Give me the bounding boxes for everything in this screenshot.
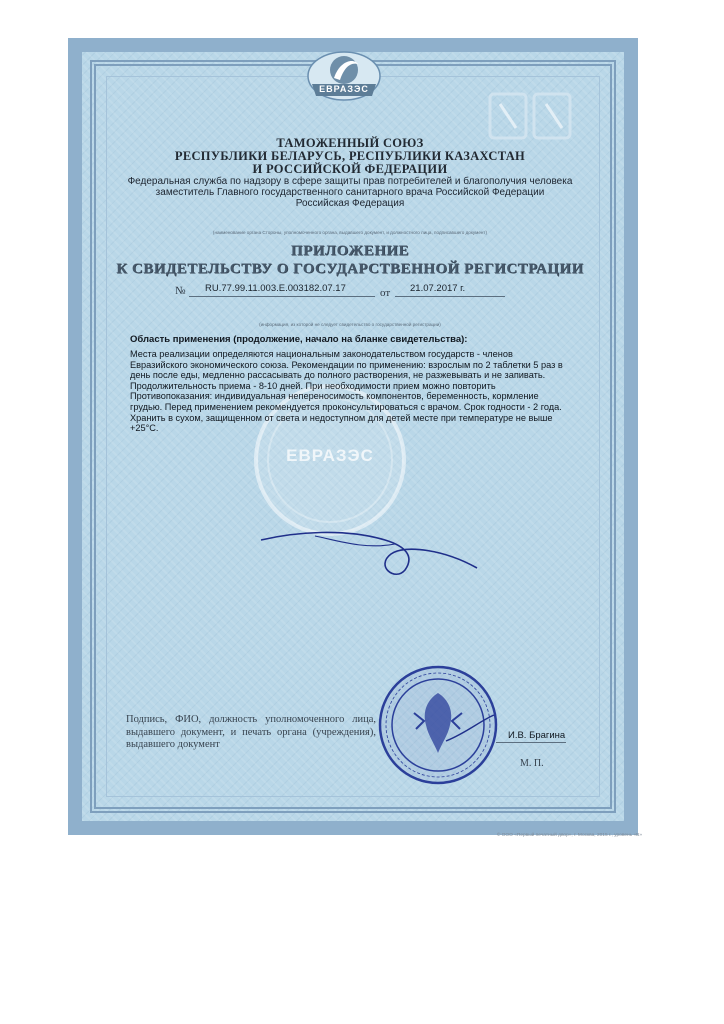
registration-number: RU.77.99.11.003.Е.003182.07.17 xyxy=(205,283,346,294)
signature-caption: Подпись, ФИО, должность уполномоченного лица, выдавшего документ, и печать органа (учреждения), выдавшего документ xyxy=(126,714,376,750)
agency-line-2: заместитель Главного государственного санитарного врача Российской Федерации xyxy=(155,187,545,198)
printer-note: © ООО «Первый печатный двор», г. Москва, 2015 г., уровень «В» xyxy=(496,833,642,838)
signer-underline xyxy=(496,742,566,743)
agency-line-3: Российская Федерация xyxy=(295,198,405,209)
union-members-line-2: И РОССИЙСКОЙ ФЕДЕРАЦИИ xyxy=(252,162,448,176)
union-members-line-1: РЕСПУБЛИКИ БЕЛАРУСЬ, РЕСПУБЛИКИ КАЗАХСТАН xyxy=(174,149,526,163)
date-label: от xyxy=(380,287,391,299)
hologram-marks xyxy=(486,92,580,142)
watermark-text: ЕВРАЗЭС xyxy=(286,446,374,465)
date-underline xyxy=(395,296,505,297)
number-label: № xyxy=(175,285,186,297)
scope-heading: Область применения (продолжение, начало на бланке свидетельства): xyxy=(130,334,468,345)
scope-body xyxy=(130,349,570,434)
handwritten-signature xyxy=(255,510,485,585)
stamp-place-label: М. П. xyxy=(520,758,544,769)
number-underline xyxy=(189,296,375,297)
logo-text: ЕВРАЗЭС xyxy=(319,84,369,94)
number-caption: (информация, из которой не следует свидетельство о государственной регистрации) xyxy=(259,322,441,327)
eurasec-emblem-icon xyxy=(304,50,384,102)
official-seal xyxy=(376,663,500,787)
scope-paragraph: Места реализации определяются национальным законодательством государств - членов Евразийского экономического союза. Рекомендации по применению: взрослым по 2 таблетки 5 раз в день после еды, медленно рассасывать до полного растворения, не разжевывать и не запивать. Продолжительность приема - 8-10 дней. При необходимости прием можно повторить Противопоказания: индивидуальная непереносимость компонентов, беременность, кормление грудью. Перед применением рекомендуется проконсультироваться с врачом. Срок годности - 2 года. Хранить в сухом, защищенном от света и недоступном для детей месте при температуре не выше +25°С. xyxy=(130,349,563,434)
eurasec-logo xyxy=(304,50,384,102)
document-title-1: ПРИЛОЖЕНИЕ xyxy=(290,243,410,259)
signer-name: И.В. Брагина xyxy=(508,730,566,741)
registration-date: 21.07.2017 г. xyxy=(410,283,466,294)
agency-caption: (наименование органа Стороны, уполномоченного органа, выдавшего документ, и должностного лица, подписавшего документ) xyxy=(212,230,488,235)
document-title-2: К СВИДЕТЕЛЬСТВУ О ГОСУДАРСТВЕННОЙ РЕГИСТРАЦИИ xyxy=(116,261,584,277)
agency-line-1: Федеральная служба по надзору в сфере защиты прав потребителей и благополучия человека xyxy=(127,176,573,187)
union-title: ТАМОЖЕННЫЙ СОЮЗ xyxy=(276,136,424,150)
registration-number-row xyxy=(175,283,505,299)
